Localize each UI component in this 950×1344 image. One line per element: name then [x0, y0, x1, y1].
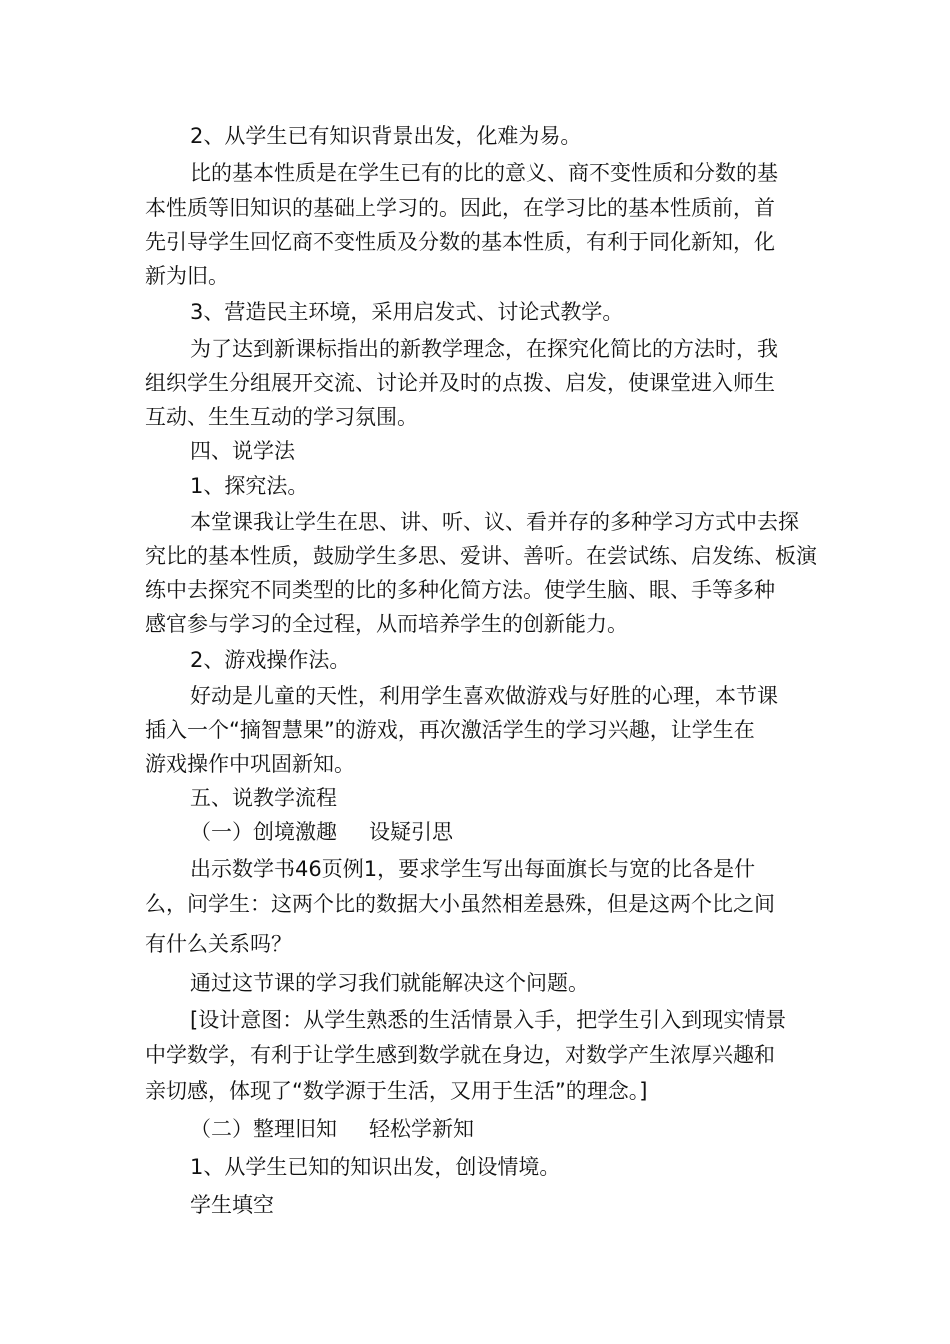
paragraph-line: 新为旧。 [145, 264, 229, 288]
paragraph-line: 感官参与学习的全过程，从而培养学生的创新能力。 [145, 612, 628, 636]
design-intent-line: [设计意图：从学生熟悉的生活情景入手，把学生引入到现实情景 [190, 1008, 787, 1032]
section-heading-5: 五、说教学流程 [190, 786, 337, 810]
paragraph-line: 先引导学生回忆商不变性质及分数的基本性质，有利于同化新知，化 [145, 230, 775, 254]
paragraph-line: 练中去探究不同类型的比的多种化简方法。使学生脑、眼、手等多种 [145, 578, 775, 602]
subheading-1 [190, 818, 453, 846]
section-heading-4: 四、说学法 [190, 439, 295, 463]
paragraph-line: 通过这节课的学习我们就能解决这个问题。 [190, 971, 589, 995]
paragraph-line: 好动是儿童的天性，利用学生喜欢做游戏与好胜的心理，本节课 [190, 684, 778, 708]
subheading-2-right: 轻松学新知 [369, 1117, 474, 1141]
paragraph-line: 互动、生生互动的学习氛围。 [145, 405, 418, 429]
step-1-heading: 1、从学生已知的知识出发，创设情境。 [190, 1155, 561, 1179]
point-2-heading: 2、从学生已有知识背景出发，化难为易。 [190, 124, 582, 148]
paragraph-line: 插入一个“摘智慧果”的游戏，再次激活学生的学习兴趣，让学生在 [145, 718, 755, 742]
paragraph-line: 本性质等旧知识的基础上学习的。因此，在学习比的基本性质前，首 [145, 196, 775, 220]
paragraph-line: 组织学生分组展开交流、讨论并及时的点拨、启发，使课堂进入师生 [145, 371, 775, 395]
paragraph-line: 么，问学生：这两个比的数据大小虽然相差悬殊，但是这两个比之间 [145, 892, 775, 916]
method-1-heading: 1、探究法。 [190, 474, 309, 498]
subheading-1-right: 设疑引思 [369, 820, 453, 844]
paragraph-line: 为了达到新课标指出的新教学理念，在探究化简比的方法时，我 [190, 337, 778, 361]
design-intent-line: 中学数学，有利于让学生感到数学就在身边，对数学产生浓厚兴趣和 [145, 1043, 775, 1067]
paragraph-line: 有什么关系吗？ [145, 932, 292, 956]
design-intent-line: 亲切感，体现了“数学源于生活，又用于生活”的理念。] [145, 1079, 648, 1103]
paragraph-line: 游戏操作中巩固新知。 [145, 752, 355, 776]
paragraph-line: 比的基本性质是在学生已有的比的意义、商不变性质和分数的基 [190, 161, 778, 185]
subheading-1-left: （一）创境激趣 [190, 820, 337, 844]
subheading-2-left: （二）整理旧知 [190, 1117, 337, 1141]
paragraph-line: 出示数学书46页例1，要求学生写出每面旗长与宽的比各是什 [190, 857, 756, 881]
paragraph-line: 本堂课我让学生在思、讲、听、议、看并存的多种学习方式中去探 [190, 510, 799, 534]
point-3-heading: 3、营造民主环境，采用启发式、讨论式教学。 [190, 300, 624, 324]
paragraph-line: 学生填空 [190, 1193, 274, 1217]
subheading-2 [190, 1115, 474, 1143]
paragraph-line: 究比的基本性质，鼓励学生多思、爱讲、善听。在尝试练、启发练、板演 [145, 544, 817, 568]
method-2-heading: 2、游戏操作法。 [190, 648, 351, 672]
